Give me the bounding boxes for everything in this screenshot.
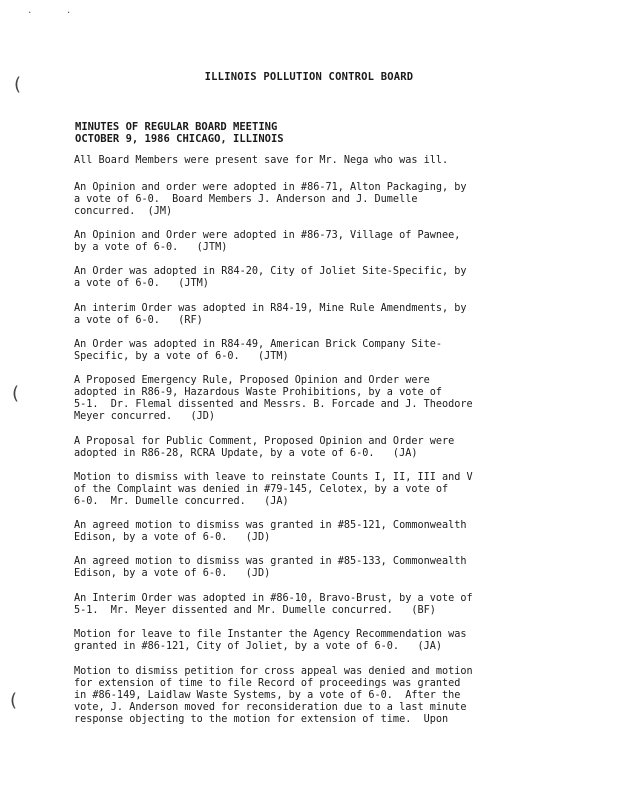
paragraph-item: An Order was adopted in R84-20, City of Joliet Site-Specific, by a vote of 6-0. (JTM) (74, 266, 467, 289)
paragraph-item: A Proposal for Public Comment, Proposed Opinion and Order were adopted in R86-28, RCRA Update, by a vote of 6-0. (JA) (74, 436, 455, 459)
paragraph-item: Motion to dismiss with leave to reinstate Counts I, II, III and V of the Complaint was denied in #79-145, Celotex, by a vote of 6-0. Mr. Dumelle concurred. (JA) (74, 472, 473, 507)
paragraph-item: An agreed motion to dismiss was granted in #85-133, Commonwealth Edison, by a vote of 6-0. (JD) (74, 556, 467, 579)
minutes-heading: MINUTES OF REGULAR BOARD MEETING (75, 121, 278, 133)
paragraph-item: An Opinion and order were adopted in #86-71, Alton Packaging, by a vote of 6-0. Board Members J. Anderson and J. Dumelle concurred. (JM) (74, 182, 467, 217)
meeting-date-location: OCTOBER 9, 1986 CHICAGO, ILLINOIS (75, 133, 284, 145)
hole-punch-mark-bottom: ( (10, 690, 18, 711)
hole-punch-mark-top: ( (14, 74, 22, 95)
paragraph-item: An Opinion and Order were adopted in #86-73, Village of Pawnee, by a vote of 6-0. (JTM) (74, 230, 461, 253)
paragraph-item: An Order was adopted in R84-49, American Brick Company Site- Specific, by a vote of 6-0. (JTM) (74, 339, 443, 362)
paragraph-item: An agreed motion to dismiss was granted in #85-121, Commonwealth Edison, by a vote of 6-0. (JD) (74, 520, 467, 543)
paragraph-item: Motion to dismiss petition for cross appeal was denied and motion for extension of time to file Record of proceedings was granted in #86-149, Laidlaw Waste Systems, by a vote of 6-0. After the vote, J. Anderson moved for reconsideration due to a last minute response objecting to the motion for extension of time. Upon (74, 666, 473, 725)
paragraph-item: A Proposed Emergency Rule, Proposed Opinion and Order were adopted in R86-9, Hazardous Waste Prohibitions, by a vote of 5-1. Dr. Flemal dissented and Messrs. B. Forcade and J. Theodore Meyer concurred. (JD) (74, 375, 473, 422)
document-title: ILLINOIS POLLUTION CONTROL BOARD (204, 71, 414, 83)
paragraph-item: An interim Order was adopted in R84-19, Mine Rule Amendments, by a vote of 6-0. (RF) (74, 303, 467, 326)
paragraph-item: An Interim Order was adopted in #86-10, Bravo-Brust, by a vote of 5-1. Mr. Meyer dissented and Mr. Dumelle concurred. (BF) (74, 593, 473, 616)
paragraph-item: Motion for leave to file Instanter the Agency Recommendation was granted in #86-121, City of Joliet, by a vote of 6-0. (JA) (74, 629, 467, 652)
hole-punch-mark-middle: ( (12, 383, 20, 404)
scan-artifact-dots: . . (27, 6, 86, 16)
paragraph-attendance: All Board Members were present save for Mr. Nega who was ill. (74, 155, 449, 166)
